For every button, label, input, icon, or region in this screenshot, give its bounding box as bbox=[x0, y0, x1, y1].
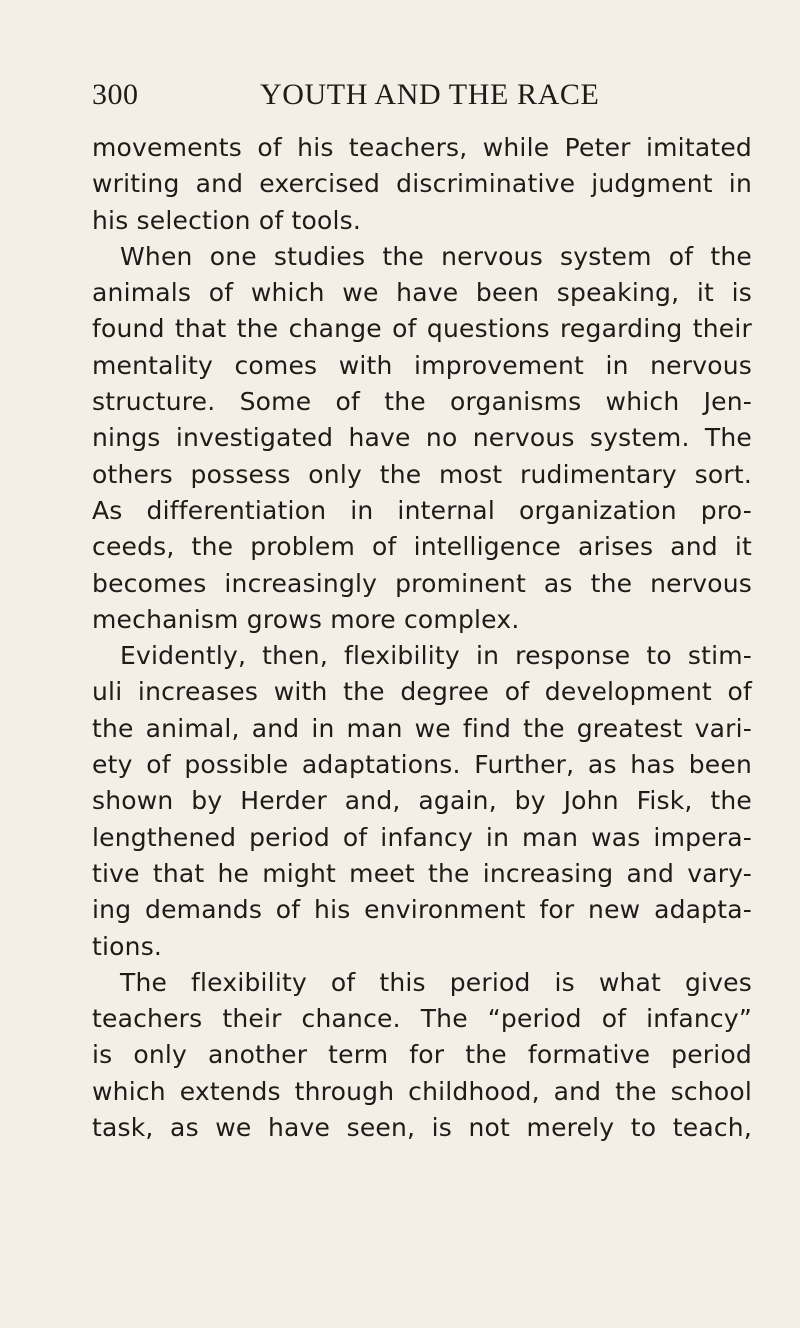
text-line: When one studies the nervous system of the bbox=[120, 241, 752, 271]
text-line: The flexibility of this period is what gives bbox=[120, 967, 752, 997]
text-line: found that the change of questions regarding their bbox=[92, 314, 752, 344]
text-line: mechanism grows more complex. bbox=[92, 604, 520, 634]
text-line: mentality comes with improvement in nervous bbox=[92, 350, 752, 380]
text-line: teachers their chance. The “period of infancy” bbox=[92, 1004, 752, 1034]
running-head: YOUTH AND THE RACE bbox=[260, 78, 600, 111]
text-line: is only another term for the formative period bbox=[92, 1040, 752, 1070]
text-line: As differentiation in internal organization pro- bbox=[92, 495, 752, 525]
text-line: structure. Some of the organisms which Jen- bbox=[92, 387, 752, 417]
page-header bbox=[92, 78, 752, 118]
text-line: movements of his teachers, while Peter imitated bbox=[92, 133, 752, 162]
text-line: Evidently, then, flexibility in response to stim- bbox=[120, 641, 752, 671]
text-line: lengthened period of infancy in man was impera- bbox=[92, 822, 752, 852]
text-line: tive that he might meet the increasing and vary- bbox=[92, 858, 752, 888]
text-line: others possess only the most rudimentary sort. bbox=[92, 459, 752, 489]
text-line: his selection of tools. bbox=[92, 205, 362, 235]
text-line: writing and exercised discriminative judgment in bbox=[92, 169, 752, 199]
text-line: the animal, and in man we find the greatest vari- bbox=[92, 713, 752, 743]
text-line: nings investigated have no nervous system. The bbox=[92, 423, 752, 453]
text-line: shown by Herder and, again, by John Fisk, the bbox=[92, 786, 752, 816]
text-line: uli increases with the degree of development of bbox=[92, 677, 752, 707]
text-line: animals of which we have been speaking, it is bbox=[92, 278, 752, 308]
page-number: 300 bbox=[92, 78, 139, 111]
text-line: ceeds, the problem of intelligence arises and it bbox=[92, 532, 752, 562]
text-line: ing demands of his environment for new adapta- bbox=[92, 895, 752, 925]
body-text bbox=[92, 130, 752, 1146]
text-line: ety of possible adaptations. Further, as has been bbox=[92, 750, 752, 780]
text-line: which extends through childhood, and the school bbox=[92, 1076, 752, 1106]
text-line: task, as we have seen, is not merely to teach, bbox=[92, 1113, 752, 1143]
text-line: tions. bbox=[92, 931, 163, 961]
text-line: becomes increasingly prominent as the nervous bbox=[92, 568, 752, 598]
